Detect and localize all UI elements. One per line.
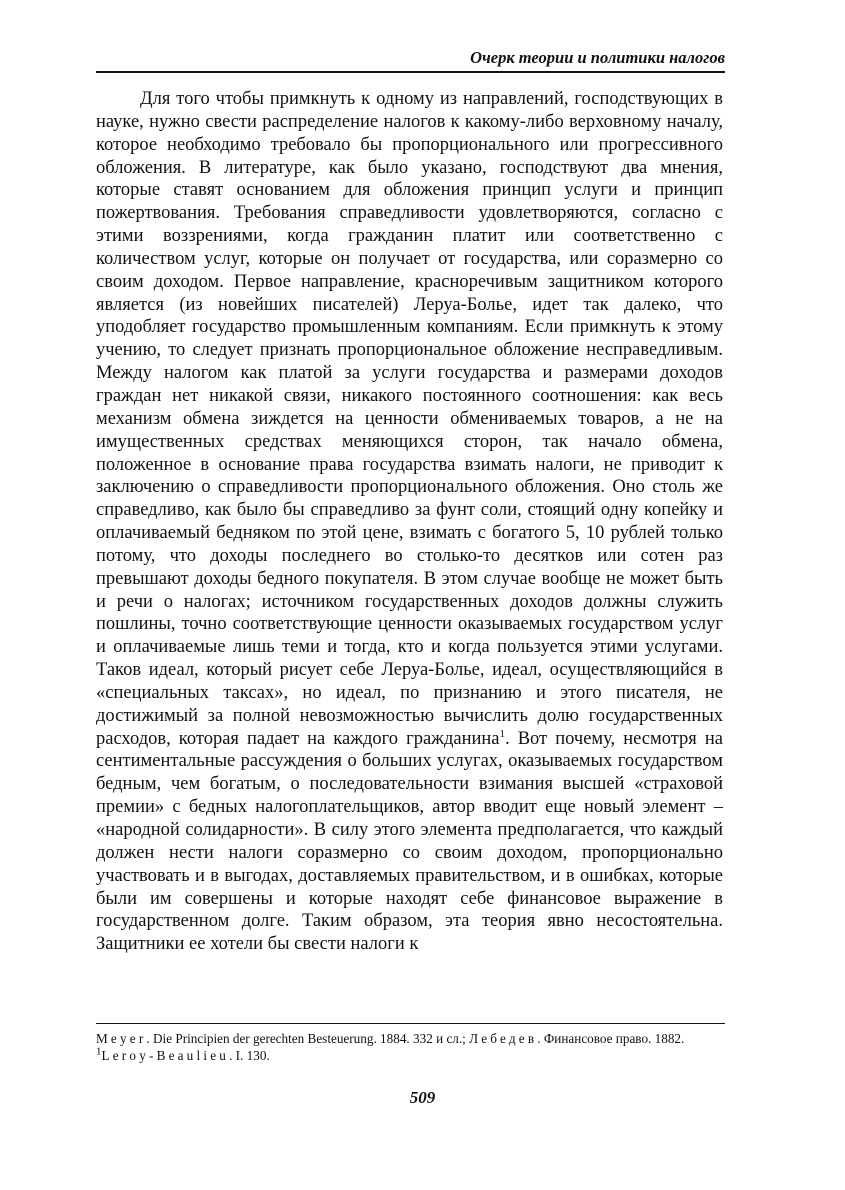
body-text-part-1: Для того чтобы примкнуть к одному из направлений, господствующих в науке, нужно свести распределение налогов к какому-либо верховному началу, которое необходимо требовало бы пропорционального или прогрессивного обложения. В литературе, как было указано, господствуют два мнения, которые ставят основанием для обложения принцип услуги и принцип пожертвования. Требования справедливости удовлетворяются, согласно с этими воззрениями, когда гражданин платит или соответственно с количеством услуг, которые он получает от государства, или соразмерно со своим доходом. Первое направление, красноречивым защитником которого является (из новейших писателей) Леруа-Болье, идет так далеко, что уподобляет государство промышленным компаниям. Если примкнуть к этому учению, то следует признать пропорциональное обложение несправедливым. Между налогом как платой за услуги государства и размерами доходов граждан нет никакой связи, никакого постоянного соотношения: как весь механизм обмена зиждется на ценности обмениваемых товаров, а не на имущественных средствах меняющихся сторон, так начало обмена, положенное в основание права государства взимать налоги, не приводит к заключению о справедливости пропорционального обложения. Оно столь же справедливо, как было бы справедливо за фунт соли, стоящий одну копейку и оплачиваемый бедняком по этой цене, взимать с богатого 5, 10 рублей только потому, что доходы последнего во столько-то десятков или сотен раз превышают доходы бедного покупателя. В этом случае вообще не может быть и речи о налогах; источником государственных доходов должны служить пошлины, точно соответствующие ценности оказываемых государством услуг и оплачиваемые лишь теми и тогда, кто и когда пользуется этими услугами. Таков идеал, который рисует себе Леруа-Болье, идеал, осуществляющийся в «специальных таксах», но идеал, по признанию и этого писателя, не достижимый за полной невозможностью вычислить долю государственных расходов, которая падает на каждого гражданина xyxy=(96,89,723,749)
footnote-author: Лебедев xyxy=(469,1031,538,1046)
body-paragraph xyxy=(96,88,723,956)
footnote-1 xyxy=(96,1030,723,1047)
footnote-text: . Die Principien der gerechten Besteuerung. 1884. 332 и сл.; xyxy=(146,1031,470,1046)
footnote-text: . I. 130. xyxy=(229,1048,270,1063)
body-text-part-2: . Вот почему, несмотря на сентиментальные рассуждения о больших услугах, оказываемых государством бедным, чем богатым, о последовательности взимания высшей «страховой премии» с бедных налогоплательщиков, автор вводит еще новый элемент – «народной солидарности». В силу этого элемента предполагается, что каждый должен нести налоги соразмерно со своим доходом, пропорционально участвовать и в выгодах, доставляемых правительством, и в ошибках, которые были им совершены и которые находят себе финансовое выражение в государственном долге. Таким образом, эта теория явно несостоятельна. Защитники ее хотели бы свести налоги к xyxy=(96,728,723,955)
footnote-2 xyxy=(96,1047,723,1064)
page-number: 509 xyxy=(409,1088,436,1107)
footnote-reference: 1 xyxy=(499,727,505,740)
footnote-author: Meyer xyxy=(96,1031,147,1046)
footnote-author: Leroy-Beaulieu xyxy=(101,1048,230,1063)
main-text xyxy=(96,88,723,956)
header-rule xyxy=(96,71,725,73)
footnote-rule xyxy=(96,1023,725,1024)
footnote-mark: 1 xyxy=(96,1045,102,1058)
footnotes xyxy=(96,1030,723,1064)
footnote-text: . Финансовое право. 1882. xyxy=(537,1031,685,1046)
running-head: Очерк теории и политики налогов xyxy=(470,48,725,67)
